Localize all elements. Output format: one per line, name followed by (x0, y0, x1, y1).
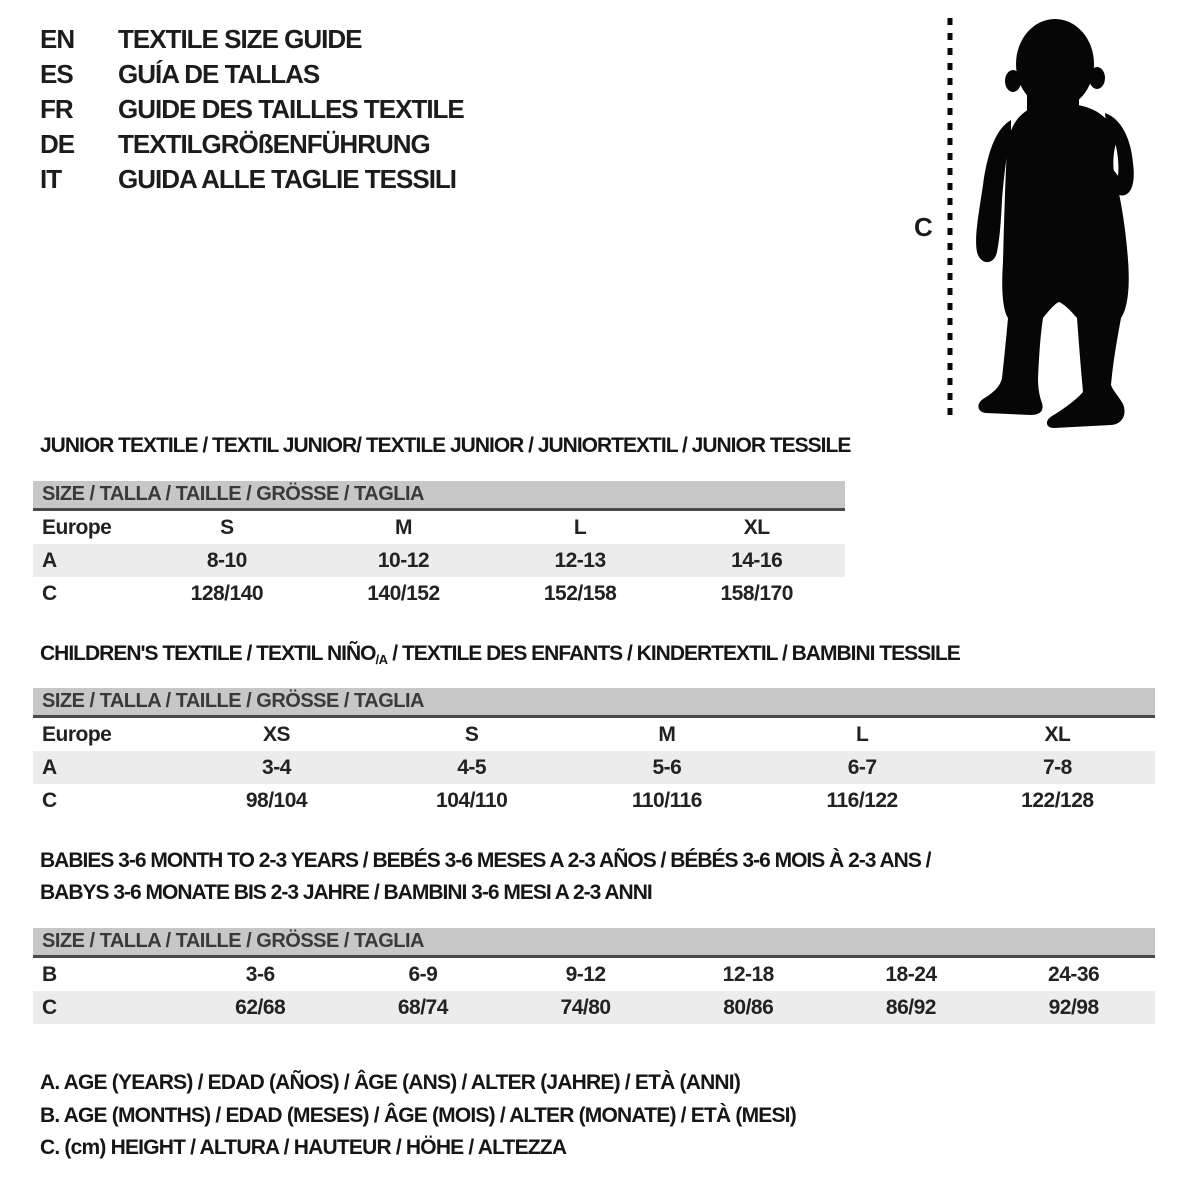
language-code-it: IT (40, 164, 62, 194)
table-cell: 24-36 (1048, 962, 1100, 986)
table-cell: XS (262, 722, 290, 746)
language-code-fr: FR (40, 94, 73, 124)
table-cell: 4-5 (457, 755, 487, 779)
table-cell: A (42, 548, 57, 572)
table-cell: 128/140 (190, 581, 264, 605)
children-size-header-bar (33, 688, 1155, 718)
table-cell: 98/104 (245, 788, 308, 812)
table-cell: A (42, 755, 57, 779)
table-cell: 62/68 (235, 995, 286, 1019)
children-size-table (33, 688, 1155, 817)
footnote-a-age-years: A. AGE (YEARS) / EDAD (AÑOS) / ÂGE (ANS) / ALTER (JAHRE) / ETÀ (ANNI) (40, 1071, 741, 1094)
babies-section-heading-line1: BABIES 3-6 MONTH TO 2-3 YEARS / BEBÉS 3-6 MESES A 2-3 AÑOS / BÉBÉS 3-6 MOIS À 2-3 ANS / (40, 849, 931, 872)
table-row (33, 544, 845, 577)
language-row-fr (40, 92, 464, 127)
table-cell: 12-18 (722, 962, 774, 986)
table-cell: S (220, 515, 234, 539)
language-row-de (40, 127, 464, 162)
table-row (33, 718, 1155, 751)
children-table (33, 718, 1155, 817)
language-title-de: TEXTILGRÖßENFÜHRUNG (118, 129, 430, 159)
toddler-figure-svg (900, 0, 1162, 435)
table-cell: 92/98 (1048, 995, 1099, 1019)
children-section-heading (40, 642, 960, 667)
table-cell: 5-6 (652, 755, 682, 779)
language-row-it (40, 162, 464, 197)
table-cell: 6-7 (847, 755, 877, 779)
table-cell: S (464, 722, 479, 746)
babies-size-header-bar (33, 928, 1155, 958)
language-code-es: ES (40, 59, 73, 89)
table-cell: C (42, 788, 57, 812)
language-code-de: DE (40, 129, 75, 159)
height-figure (900, 0, 1162, 435)
toddler-silhouette-icon (976, 19, 1134, 428)
table-cell: 86/92 (885, 995, 936, 1019)
table-cell: 18-24 (885, 962, 937, 986)
table-cell: 8-10 (206, 548, 247, 572)
junior-size-header-bar (33, 481, 845, 511)
table-cell: L (573, 515, 587, 539)
language-title-block (40, 22, 464, 197)
junior-table (33, 511, 845, 610)
children-heading-part1: CHILDREN'S TEXTILE / TEXTIL NIÑO (40, 642, 376, 665)
table-cell: XL (1044, 722, 1071, 746)
table-cell: 12-13 (554, 548, 606, 572)
table-cell: 10-12 (377, 548, 430, 572)
language-row-es (40, 57, 464, 92)
children-heading-part2: / TEXTILE DES ENFANTS / KINDERTEXTIL / BAMBINI TESSILE (387, 642, 960, 665)
table-cell: B (42, 962, 57, 986)
table-cell: 3-6 (245, 962, 275, 986)
table-cell: 122/128 (1021, 788, 1094, 812)
table-cell: 6-9 (408, 962, 438, 986)
table-cell: 158/170 (720, 581, 793, 605)
table-cell: Europe (42, 515, 112, 539)
junior-section-heading: JUNIOR TEXTILE / TEXTIL JUNIOR/ TEXTILE JUNIOR / JUNIORTEXTIL / JUNIOR TESSILE (40, 434, 851, 457)
table-cell: 9-12 (565, 962, 606, 986)
babies-size-table (33, 928, 1155, 1024)
children-heading-sub: /A (375, 652, 388, 667)
table-cell: 140/152 (367, 581, 440, 605)
babies-size-header-text: SIZE / TALLA / TAILLE / GRÖSSE / TAGLIA (42, 930, 424, 952)
table-cell: 74/80 (560, 995, 611, 1019)
footnote-b-age-months: B. AGE (MONTHS) / EDAD (MESES) / ÂGE (MOIS) / ALTER (MONATE) / ETÀ (MESI) (40, 1104, 796, 1127)
language-title-es: GUÍA DE TALLAS (118, 59, 320, 89)
table-row (33, 751, 1155, 784)
table-row (33, 784, 1155, 817)
footnote-c-height-cm: C. (cm) HEIGHT / ALTURA / HAUTEUR / HÖHE / ALTEZZA (40, 1136, 567, 1159)
height-measure-label: C (914, 212, 933, 242)
language-row-en (40, 22, 464, 57)
table-cell: 110/116 (631, 788, 702, 812)
children-size-header-text: SIZE / TALLA / TAILLE / GRÖSSE / TAGLIA (42, 690, 424, 712)
table-cell: 3-4 (262, 755, 291, 779)
table-row (33, 991, 1155, 1024)
table-cell: L (855, 722, 869, 746)
table-cell: 116/122 (826, 788, 898, 812)
babies-section-heading-line2: BABYS 3-6 MONATE BIS 2-3 JAHRE / BAMBINI 3-6 MESI A 2-3 ANNI (40, 881, 652, 904)
table-cell: M (658, 722, 676, 746)
language-title-fr: GUIDE DES TAILLES TEXTILE (118, 94, 464, 124)
table-row (33, 577, 845, 610)
table-cell: 68/74 (397, 995, 448, 1019)
table-row (33, 511, 845, 544)
language-code-en: EN (40, 24, 75, 54)
junior-size-table (33, 481, 845, 610)
table-cell: 14-16 (731, 548, 783, 572)
table-cell: C (42, 581, 57, 605)
table-cell: C (42, 995, 57, 1019)
language-title-en: TEXTILE SIZE GUIDE (118, 24, 362, 54)
babies-table (33, 958, 1155, 1024)
table-cell: 104/110 (436, 788, 508, 812)
language-title-it: GUIDA ALLE TAGLIE TESSILI (118, 164, 457, 194)
table-cell: Europe (42, 722, 112, 746)
table-cell: M (394, 515, 412, 539)
table-row (33, 958, 1155, 991)
table-cell: 80/86 (723, 995, 774, 1019)
table-cell: 7-8 (1042, 755, 1072, 779)
junior-size-header-text: SIZE / TALLA / TAILLE / GRÖSSE / TAGLIA (42, 483, 424, 505)
table-cell: 152/158 (543, 581, 617, 605)
table-cell: XL (743, 515, 770, 539)
